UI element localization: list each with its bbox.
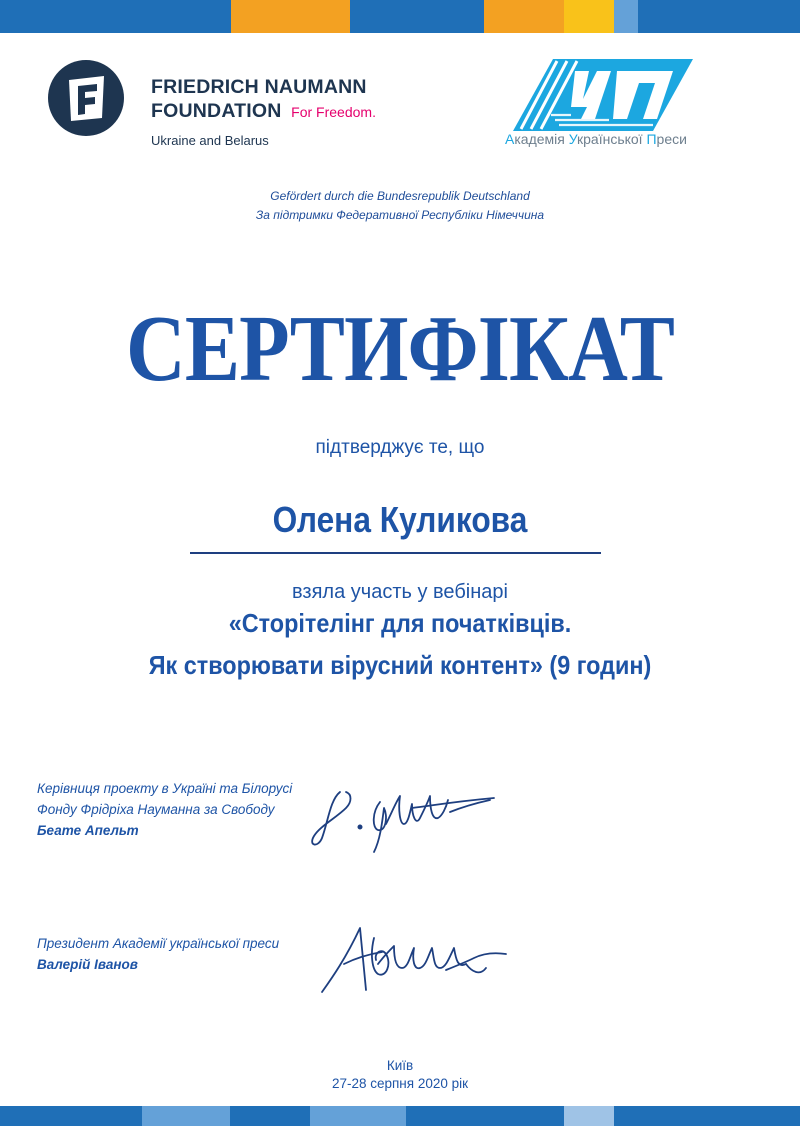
certificate-title: СЕРТИФІКАТ — [125, 297, 675, 401]
signature-1-icon — [300, 772, 500, 857]
signatory-1 — [37, 778, 292, 841]
signatory-1-role-line1: Керівниця проекту в Україні та Білорусі — [37, 781, 293, 796]
fnf-logo-icon — [48, 60, 124, 136]
aup-name-word-3: реси — [656, 131, 687, 147]
top-color-stripe — [0, 0, 800, 33]
signatory-1-role-line2: Фонду Фрідріха Науманна за Свободу — [37, 802, 275, 817]
signatory-2-role-line1: Президент Академії української преси — [37, 936, 280, 951]
signatory-2 — [37, 933, 279, 975]
fnf-name — [151, 75, 376, 124]
support-line-de: Gefördert durch die Bundesrepublik Deutschland — [270, 189, 530, 203]
support-line-ua: За підтримки Федеративної Республіки Німеччина — [255, 208, 545, 222]
footer-date: 27-28 серпня 2020 рік — [331, 1076, 469, 1091]
signatory-2-name: Валерій Іванов — [37, 957, 138, 972]
aup-name-initial-u: У — [568, 131, 577, 147]
signature-2-icon — [316, 918, 512, 1000]
aup-name — [505, 131, 687, 147]
aup-name-initial-a: А — [505, 131, 515, 147]
footer-city: Київ — [386, 1058, 414, 1073]
recipient-name: Олена Куликова — [272, 499, 528, 540]
participated-text: взяла участь у вебінарі — [292, 581, 508, 603]
course-title-line2: Як створювати вірусний контент» (9 годин) — [148, 650, 652, 680]
aup-name-initial-p: П — [646, 131, 657, 147]
fnf-name-line1: FRIEDRICH NAUMANN — [151, 76, 367, 98]
signatory-1-name: Беате Апельт — [37, 823, 139, 838]
course-title-line1: «Сторітелінг для початківців. — [228, 608, 572, 638]
recipient-underline — [190, 552, 601, 554]
aup-name-word-1: кадемія — [514, 131, 569, 147]
fnf-region: Ukraine and Belarus — [151, 133, 269, 148]
fnf-name-line2: FOUNDATION — [151, 100, 282, 122]
aup-logo-icon — [513, 59, 693, 137]
fnf-tagline: For Freedom. — [291, 104, 376, 120]
bottom-color-stripe — [0, 1106, 800, 1126]
confirms-text: підтверджує те, що — [315, 437, 485, 458]
aup-name-word-2: країнської — [577, 131, 647, 147]
